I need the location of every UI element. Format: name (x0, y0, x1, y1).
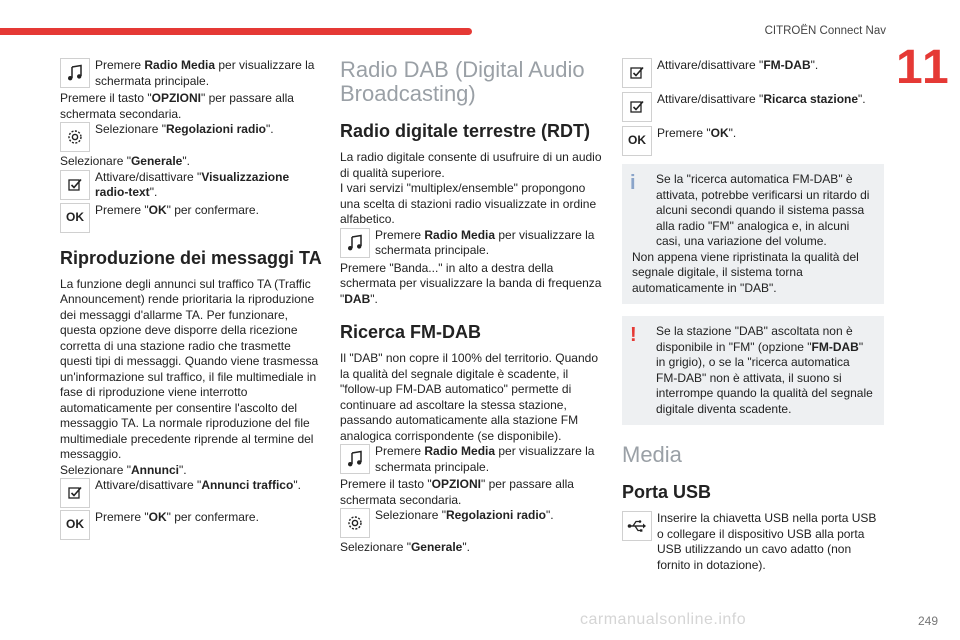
heading-media: Media (622, 442, 682, 467)
heading-usb: Porta USB (622, 482, 712, 502)
step-station-search: Attivare/disattivare "Ricarca stazione". (622, 92, 884, 122)
heading-ta: Riproduzione dei messaggi TA (60, 247, 322, 268)
usb-icon (622, 511, 652, 541)
ok-icon: OK (60, 203, 90, 233)
paragraph-band: Premere "Banda..." in alto a destra della schermata per visualizzare la banda di frequenza "DAB". (340, 260, 602, 306)
settings-gear-icon (340, 508, 370, 538)
step-ok: OK Premere "OK" per confermare. (60, 203, 322, 233)
warning-callout: ! Se la stazione "DAB" ascoltata non è disponibile in "FM" (opzione "FM-DAB" in grigio), o se la "ricerca automatica FM-DAB" non è attivata, il suono si interrompe quando la qualità del segnale digitale diventa scadente. (622, 316, 884, 425)
music-note-icon (340, 444, 370, 474)
paragraph-options: Premere il tasto "OPZIONI" per passare alla schermata secondaria. (60, 91, 294, 121)
settings-gear-icon (60, 122, 90, 152)
paragraph-general: Selezionare "Generale". (60, 154, 190, 168)
info-icon: i (630, 172, 636, 194)
step-radio-media: Premere Radio Media per visualizzare la schermata principale. (340, 228, 602, 259)
header-title: CITROËN Connect Nav (764, 25, 886, 37)
paragraph-multiplex: I vari servizi "multiplex/ensemble" propongono una scelta di stazioni radio visualizzate in ordine alfabetico. (340, 181, 597, 226)
ok-icon: OK (622, 126, 652, 156)
page-number: 249 (917, 614, 938, 628)
paragraph-options: Premere il tasto "OPZIONI" per passare alla schermata secondaria. (340, 477, 574, 507)
paragraph-dab-intro: La radio digitale consente di usufruire di un audio di qualità superiore. (340, 150, 602, 180)
checkbox-icon (60, 478, 90, 508)
heading-fm-dab: Ricerca FM-DAB (340, 322, 482, 342)
checkbox-icon (60, 170, 90, 200)
step-radio-media: Premere Radio Media per visualizzare la schermata principale. (340, 444, 602, 475)
heading-rdt: Radio digitale terrestre (RDT) (340, 121, 591, 141)
paragraph-general: Selezionare "Generale". (340, 540, 470, 554)
watermark: carmanualsonline.info (580, 611, 747, 628)
heading-dab: Radio DAB (Digital Audio Broadcasting) (340, 57, 585, 106)
step-radio-settings: Selezionare "Regolazioni radio". (340, 508, 602, 538)
checkbox-icon (622, 92, 652, 122)
column-2 (340, 58, 602, 556)
ok-icon: OK (60, 510, 90, 540)
step-ok: OK Premere "OK". (622, 126, 884, 156)
paragraph-fm-dab: Il "DAB" non copre il 100% del territorio. Quando la qualità del segnale digitale è scadente, il "follow-up FM-DAB automatico" permette di continuare ad ascoltare la stessa stazione, passando automaticamente alla stazione FM analogica corrispondente (se disponibile). (340, 351, 598, 443)
step-radio-text: Attivare/disattivare "Visualizzazione radio-text". (60, 170, 322, 201)
step-usb: Inserire la chiavetta USB nella porta USB o collegare il dispositivo USB alla porta USB utilizzando un cavo adatto (non fornito in dotazione). (622, 511, 884, 573)
paragraph-ta-body: La funzione degli annunci sul traffico TA (Traffic Announcement) rende prioritaria la riproduzione dei messaggi d'allarme TA. Per funzionare, questa opzione deve disporre della ricezione corretta di una stazione radio che trasmette questi tipi di messaggi. Quando viene trasmessa un'informazione sul traffico, il file multimediale in fase di riproduzione viene interrotto automaticamente per consentire l'ascolto del messaggio TA. La normale riproduzione del file multimediale precedente riprende al termine del messaggio. (60, 276, 319, 461)
step-traffic-announcements: Attivare/disattivare "Annunci traffico". (60, 478, 322, 508)
step-radio-media: Premere Radio Media per visualizzare la schermata principale. (60, 58, 322, 89)
paragraph-announcements: Selezionare "Annunci". (60, 462, 187, 477)
info-callout: i Se la "ricerca automatica FM-DAB" è attivata, potrebbe verificarsi un ritardo di alcuni secondi quando il sistema passa alla radio "FM" analogica e, in alcuni casi, una variazione del volume. Non appena viene ripristinata la qualità del segnale digitale, il sistema torna automaticamente in "DAB". (622, 164, 884, 304)
column-3 (622, 58, 884, 575)
checkbox-icon (622, 58, 652, 88)
step-radio-settings: Selezionare "Regolazioni radio". (60, 122, 322, 152)
header-red-bar (0, 28, 472, 35)
step-ok: OK Premere "OK" per confermare. (60, 510, 322, 540)
chapter-number: 11 (896, 41, 951, 94)
column-1 (60, 58, 322, 542)
warning-icon: ! (630, 324, 637, 346)
music-note-icon (340, 228, 370, 258)
step-fm-dab: Attivare/disattivare "FM-DAB". (622, 58, 884, 88)
music-note-icon (60, 58, 90, 88)
